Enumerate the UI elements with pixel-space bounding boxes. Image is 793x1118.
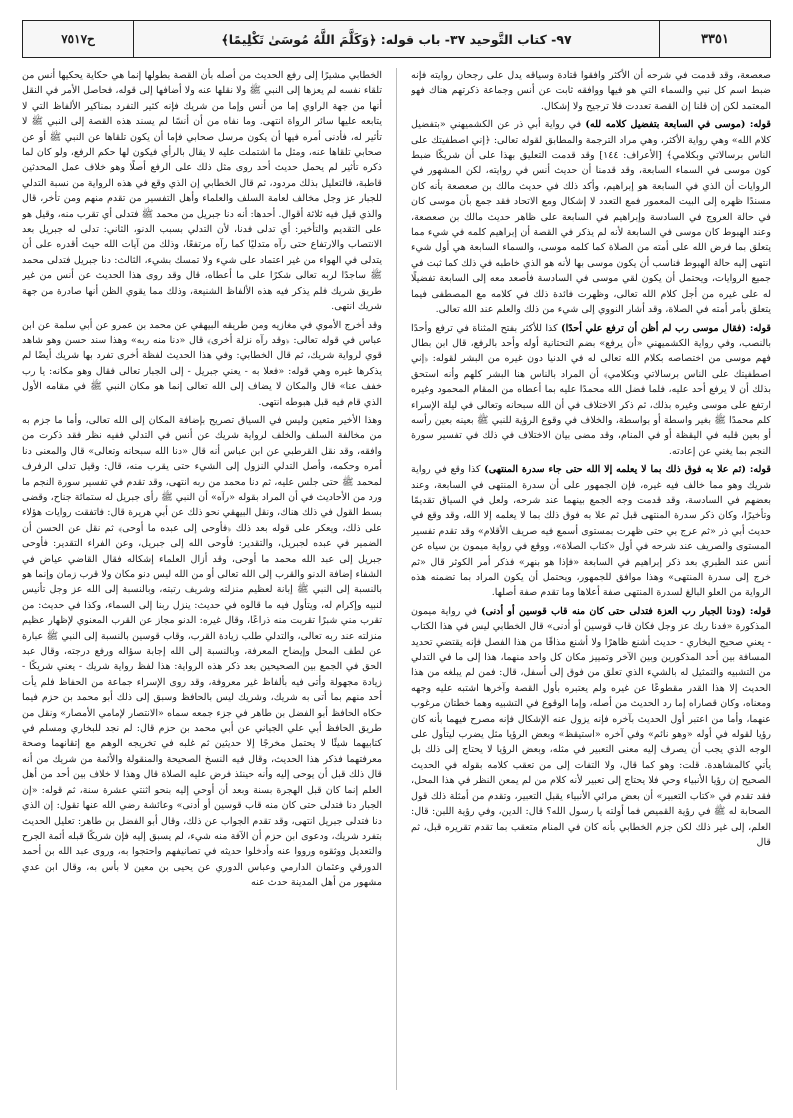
paragraph: صعصعة، وقد قدمت في شرحه أن الأكثر وافقوا قتادة وسياقه يدل على رجحان روايته فإنه ضبط اسم كل نبي والسماء التي هو فيها ووافقه ثابت عن أنس وجماعة ذكرتهم هناك فهو المعتمد لكن إن قلنا إن القصة تعددت فلا ترجيح ولا إشكال. [411,70,771,112]
chapter-title: ٩٧- كتاب التَّوحيد ٣٧- باب قوله: ﴿وَكَلَّمَ اللَّهُ مُوسَىٰ تَكْلِيمًا﴾ [221,31,572,47]
paragraph: قوله: (فقال موسى رب لم أظن أن ترفع علي أحدًا) كذا للأكثر بفتح المثناة في ترفع وأحدًا بالنصب، وفي رواية الكشميهني «أن يرفع» بضم التحتانية أوله وأحد بالرفع، قال ابن بطال فهم موسى من اختصاصه بكلام الله تعالى له في الدنيا دون غيره من البشر لقوله: ﴿إني اصطفيتك على الناس برسالاتي وبكلامي﴾ أن المراد بالناس هنا البشر كلهم وأنه استحق بذلك أن لا يرفع أحد عليه، فلما فضل الله محمدًا عليه بما أعطاه من المقام المحمود وغيره ارتفع على موسى وغيره بذلك، ثم ذكر الاختلاف في أن الله سبحانه وتعالى في ليلة الإسراء كلم محمدًا ﷺ بغير واسطة أو بواسطة، والخلاف في وقوع الرؤية للنبي ﷺ بعينه بعين رأسه أو بعين قلبه في اليقظة أو في المنام، وقد مضى بيان الاختلاف في ذلك في تفسير سورة النجم بما يغني عن إعادته. [411,322,771,457]
paragraph: الخطابي مشيرًا إلى رفع الحديث من أصله بأن القصة بطولها إنما هي حكاية يحكيها أنس من تلقاء نفسه لم يعزها إلى النبي ﷺ ولا نقلها عنه ولا أضافها إلى قوله، فحاصل الأمر في النقل أنها من جهة الراوي إما من أنس وإما من شريك فإنه كثير التفرد بمناكير الألفاظ التي لا يتابعه عليها سائر الرواة انتهى. وما نفاه من أن أنسًا لم يسند هذه القصة إلى النبي ﷺ لا تأثير له، فأدنى أمره فيها أن يكون مرسل صحابي فإما أن يكون تلقاها عن النبي ﷺ أو عن صحابي تلقاها عنه، ومثل ما اشتملت عليه لا يقال بالرأي فيكون لها حكم الرفع، ولو كان لما ذكره تأثير لم يحمل حديث أحد روى مثل ذلك على الرفع أصلًا وهو خلاف عمل المحدثين قاطبة، فالتعليل بذلك مردود، ثم قال الخطابي إن الذي وقع في هذه الرواية من نسبة التدلي للجبار عز وجل مخالف لعامة السلف والعلماء وأهل التفسير من تقدم منهم ومن تأخر، قال والذي قيل فيه ثلاثة أقوال. أحدها: أنه دنا جبريل من محمد ﷺ فتدلى أي تقرب منه، وقيل هو على التقديم والتأخير: أي تدلى فدنا، لأن التدلي بسبب الدنو، الثاني: تدلى له جبريل بعد الانتصاب والارتفاع حتى رآه متدليًا كما رآه مرتفعًا، وذلك من آيات الله حيث أقدره على أن يتدلى في الهواء من غير اعتماد على شيء ولا تمسك بشيء، الثالث: دنا جبريل فتدلى محمد ﷺ ساجدًا لربه تعالى شكرًا على ما أعطاه، قال وقد روى هذا الحديث عن أنس من غير طريق شريك فلم يذكر فيه هذه الألفاظ الشنيعة، وذلك مما يقوي الظن أنها صادرة من جهة شريك انتهى. [22,70,382,313]
column-divider [396,68,397,1090]
paragraph: وهذا الأخير متعين وليس في السياق تصريح بإضافة المكان إلى الله تعالى، وأما ما جزم به من مخالفة السلف والخلف لرواية شريك عن أنس في التدلي ففيه نظر فقد ذكرت من وافقه، وقد نقل القرطبي عن ابن عباس أنه قال «دنا الله سبحانه وتعالى» قال والمعنى دنا أمره وحكمه، وأصل التدلي النزول إلى الشيء حتى يقرب منه، قال: وقيل تدلى الرفرف لمحمد ﷺ حتى جلس عليه، ثم دنا محمد من ربه انتهى، وقد تقدم في تفسير سورة النجم ما ورد من الأحاديث في أن المراد بقوله «رآه» أن النبي ﷺ رأى جبريل له ستمائة جناح، وقضى بسط القول في ذلك هناك، ونقل البيهقي نحو ذلك عن أبي هريرة قال: فاتفقت روايات هؤلاء على ذلك، ويعكر على قوله بعد ذلك ﴿فأوحى إلى عبده ما أوحى﴾ ثم نقل عن الحسن أن الضمير في عبده لجبريل، والتقدير: فأوحى الله إلى جبريل، وعن الفراء التقدير: فأوحى جبريل إلى عبد الله محمد ما أوحى، وقد أزال العلماء إشكاله فقال القاضي عياض في الشفاء إضافة الدنو والقرب إلى الله تعالى أو من الله ليس دنو مكان ولا قرب زمان وإنما هو بالنسبة إلى النبي ﷺ إبانة لعظيم منزلته وشريف رتبته، وبالنسبة إلى الله عز وجل تأنيس لنبيه وإكرام له، ويتأول فيه ما قالوه في حديث: ينزل ربنا إلى السماء، وكذا في حديث: من تقرب مني شبرًا تقربت منه ذراعًا، وقال غيره: الدنو مجاز عن القرب المعنوي لإظهار عظيم منزلته عند ربه تعالى، والتدلي طلب زيادة القرب، وقاب قوسين بالنسبة إلى النبي ﷺ عبارة عن لطف المحل وإيضاح المعرفة، وبالنسبة إلى الله إجابة سؤاله ورفع درجته، وقال عبد الحق في الجمع بين الصحيحين بعد ذكر هذه الرواية: هذا لفظ رواية شريك - يعني شريكًا - زيادة مجهولة وأتى فيه بألفاظ غير معروفة، وقد روى الإسراء جماعة من الحفاظ فلم يأت أحد منهم بما أتى به شريك، وشريك ليس بالحافظ وسبق إلى ذلك أبو محمد بن حزم فيما حكاه الحافظ أبو الفضل بن طاهر في جزء جمعه سماه «الانتصار لإمامي الأمصار» ونقل من طريق الحافظ أبي علي الجياني عن أبي محمد بن حزم قال: لم نجد للبخاري ومسلم في كتابيهما شيئًا لا يحتمل مخرجًا إلا حديثين ثم غلبه في تخريجه الوهم مع إتقانهما وصحة معرفتهما فذكر هذا الحديث، وقال فيه النسخ الصحيحة والمنقولة والأئمة من شريك من أنه قال ذلك قبل أن يوحى إليه وأنه حينئذ فرض عليه الصلاة قال وهذا لا خلاف بين أحد من أهل العلم إنما كان قبل الهجرة بسنة وبعد أن أوحي إليه بنحو اثنتي عشرة سنة، ثم قوله: «إن الجبار دنا فتدلى حتى كان منه قاب قوسين أو أدنى» وعائشة رضي الله عنها تقول: إن الذي دنا فتدلى جبريل انتهى، وقد تقدم الجواب عن ذلك، وقال أبو الفضل بن طاهر: تعليل الحديث بتفرد شريك، ودعوى ابن حزم أن الآفة منه شيء، لم يسبق إليه فإن شريكًا قبله أئمة الجرح والتعديل ووثقوه ورووا عنه وأدخلوا حديثه في تصانيفهم واحتجوا به، وروى عبد الله بن أحمد الدورقي وعثمان الدارمي وعباس الدوري عن يحيى بن معين لا بأس به، وقال ابن عدي مشهور من أهل المدينة حدث عنه [22,414,382,889]
paragraph: قوله: (ودنا الجبار رب العزة فتدلى حتى كان منه قاب قوسين أو أدنى) في رواية ميمون المذكورة «فدنا ربك عز وجل فكان قاب قوسين أو أدنى» قال الخطابي ليس في هذا الكتاب - يعني صحيح البخاري - حديث أشنع ظاهرًا ولا أشنع مذاقًا من هذا الفصل فإنه يقتضي تحديد المسافة بين أحد المذكورين وبين الآخر وتمييز مكان كل واحد منهما، هذا إلى ما في التدلي من التشبيه والتمثيل له بالشيء الذي تعلق من فوق إلى أسفل، قال: فمن لم يبلغه من هذا الحديث إلا هذا القدر مقطوعًا عن غيره ولم يعتبره بأول القصة وآخرها اشتبه عليه وجهه ومعناه، وكان قصاراه إما رد الحديث من أصله، وإما الوقوع في التشبيه وهما خطتان مرغوب عنهما، وأما من اعتبر أول الحديث بآخره فإنه يزول عنه الإشكال فإنه مصرح فيهما بأنه كان رؤيا لقوله في أوله «وهو نائم» وفي آخره «استيقظ» وبعض الرؤيا مثل يضرب ليتأول على الوجه الذي يجب أن يصرف إليه معنى التعبير في مثله، وبعض الرؤيا لا يحتاج إلى ذلك بل يأتي كالمشاهدة. قلت: وهو كما قال، ولا التفات إلى من تعقب كلامه بقوله في الحديث الصحيح إن رؤيا الأنبياء وحي فلا يحتاج إلى تعبير لأنه كلام من لم يمعن النظر في هذا المحل، فقد تقدم في «كتاب التعبير» أن بعض مرائي الأنبياء يقبل التعبير، وتقدم من أمثلة ذلك قول الصحابة له ﷺ في رؤية القميص فما أولته يا رسول الله؟ قال: الدين، وفي رؤية اللبن: قال: العلم، إلى غير ذلك لكن جزم الخطابي بأنه كان في المنام متعقب بما تقدم تقريره قبل، ثم قال [411,605,771,848]
paragraph: وقد أخرج الأموي في مغازيه ومن طريقه البيهقي عن محمد بن عمرو عن أبي سلمة عن ابن عباس في قوله تعالى: ﴿وقد رآه نزلة أخرى﴾ قال «دنا منه ربه» وهذا سند حسن وهو شاهد قوي لرواية شريك، ثم قال الخطابي: وفي هذا الحديث لفظة أخرى تفرد بها شريك أيضًا لم يذكرها غيره وهي قوله: «فعلا به - يعني جبريل - إلى الجبار تعالى فقال وهو مكانه: يا رب خفف عنا» قال والمكان لا يضاف إلى الله تعالى إنما هو مكان النبي ﷺ في مقامه الأول الذي قام فيه قبل هبوطه انتهى. [22,319,382,408]
page-number: ٣٣٥١ [659,21,770,57]
hadith-reference: ح٧٥١٧ [23,21,134,57]
right-column [411,68,771,1090]
paragraph: قوله: (ثم علا به فوق ذلك بما لا يعلمه إلا الله حتى جاء سدرة المنتهى) كذا وقع في رواية شريك وهو مما خالف فيه غيره، فإن الجمهور على أن سدرة المنتهى في السابعة، وعند بعضهم في السادسة، وقد قدمت وجه الجمع بينهما عند شرحه، ولعل في السياق تقديمًا وتأخيرًا، وكان ذكر سدرة المنتهى قبل ثم علا به فوق ذلك بما لا يعلمه إلا الله، وقد وقع في حديث أبي ذر «ثم عرج بي حتى ظهرت بمستوى أسمع فيه صريف الأقلام» وقد تقدم تفسير المستوى والصريف عند شرحه في أول «كتاب الصلاة»، ووقع في رواية ميمون بن سياه عن أنس عند الطبري بعد ذكر إبراهيم في السابعة «فإذا هو بنهر» فذكر أمر الكوثر قال «ثم خرج إلى سدرة المنتهى» وهذا موافق للجمهور، ويحتمل أن يكون المراد بما تضمنه هذه الرواية من العلو البالغ لسدرة المنتهى صفة أعلاها وما تقدم صفة أصلها. [411,464,771,599]
text-columns [22,68,771,1090]
running-header [22,20,771,58]
book-page [22,20,771,1098]
left-column [22,68,382,1090]
paragraph: قوله: (موسى في السابعة بتفضيل كلامه لله) في رواية أبي ذر عن الكشميهني «بتفضيل كلام الله» وهي رواية الأكثر، وهي مراد الترجمة والمطابق لقوله تعالى: ﴿إني اصطفيتك على الناس برسالاتي وبكلامي﴾ [الأعراف: ١٤٤] وقد قدمت التعليق بهذا على أن شريكًا ضبط كون موسى في السماء السابعة، وقد قدمنا أن حديث أنس في روايته، لكن المشهور في الروايات أن الذي في السابعة هو إبراهيم، وأكد ذلك في حديث مالك بن صعصعة بأنه كان مسندًا ظهره إلى البيت المعمور فمع التعدد لا إشكال ومع الاتحاد فقد جمع بأن موسى كان في حالة العروج في السادسة وإبراهيم في السابعة على ظاهر حديث مالك بن صعصعة، وعند الهبوط كان موسى في السابعة لأنه لم يذكر في القصة أن إبراهيم كلمه في شيء مما يتعلق بما فرض الله على أمته من الصلاة كما كلمه موسى، والسماء السابعة هي أول شيء انتهى إليه حالة الهبوط فناسب أن يكون موسى بها لأنه هو الذي خاطبه في ذلك كما ثبت في جميع الروايات، ويحتمل أن يكون لقي موسى في السادسة فأصعد معه إلى السابعة تفضيلًا له على غيره من أجل كلام الله تعالى، وظهرت فائدة ذلك في كلامه مع المصطفى فيما يتعلق بأمر أمته في الصلاة، وقد أشار النووي إلى شيء من ذلك والعلم عند الله تعالى. [411,119,771,316]
